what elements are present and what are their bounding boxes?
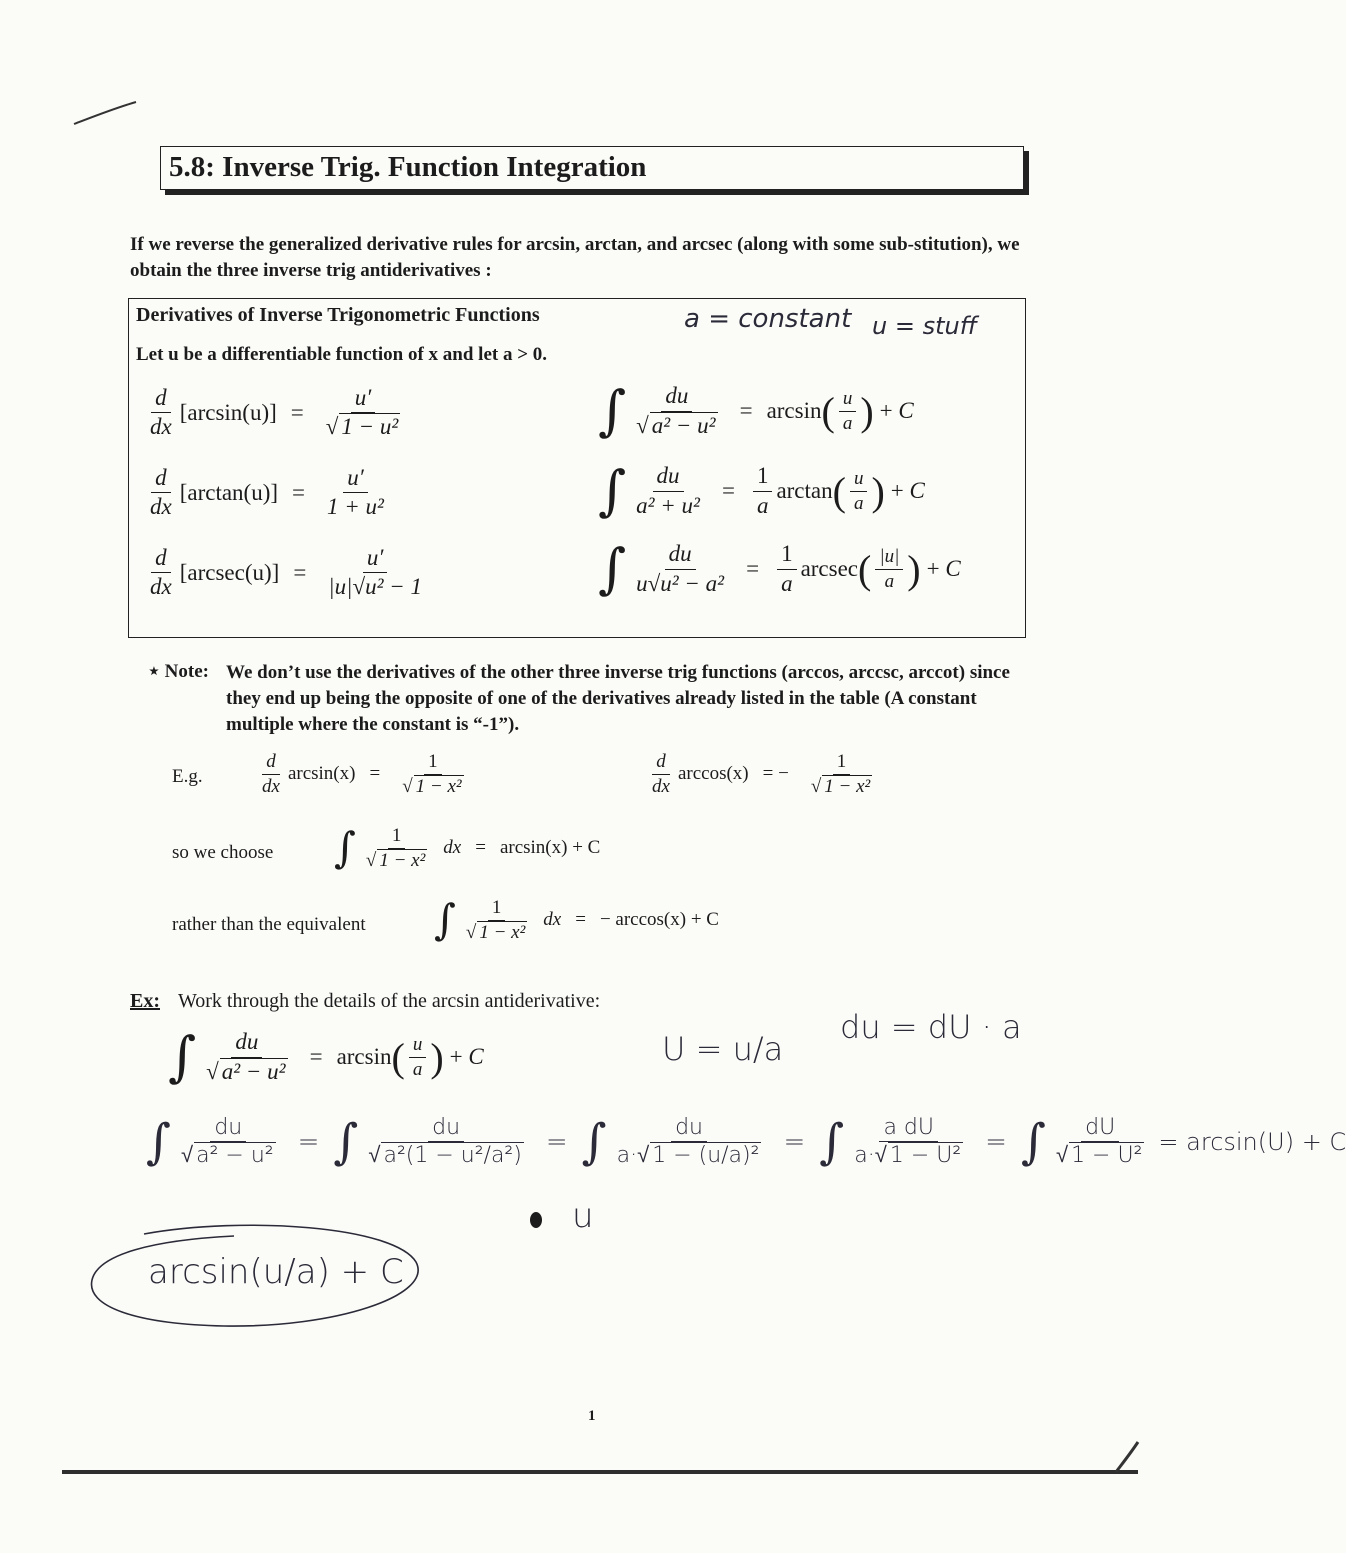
derivative-den: |u|√u² − 1 [328,574,422,600]
integral-den: u√u² − a² [636,570,725,596]
eg-func: arcsin(x) [287,763,356,785]
page-title: 5.8: Inverse Trig. Function Integration [169,151,647,183]
derivative-num: u′ [351,386,376,413]
derivative-num: u′ [343,466,368,493]
rather-formula: ∫ $\frac{1}{\text{√ 1 − x²}}$ dx = − arccos(x) + C [434,895,719,945]
choose-formula: ∫ $\frac{1}{\text{√ 1 − x²}}$ dx = arcsin(x) + C [334,823,601,873]
hand-dot [530,1212,542,1228]
intro-paragraph: If we reverse the generalized derivative rules for arcsin, arctan, and arcsec (along with some sub-stitution), we obtain the three inverse trig antiderivatives : [130,234,1020,281]
hand-u-label: u [572,1196,594,1236]
eg-arcsin: $\frac{d}{dx}$ arcsin(x) = $\frac{1}{\text{√ 1 − x²}}$ [262,751,462,797]
hand-substitution-du: du = dU · a [840,1008,1022,1046]
rather-result: − arccos(x) + C [599,909,719,931]
integral-row-arcsin: ∫ $\frac{du}{\text{√ a² − u²}}$ = arcsin ( $\frac{u}{a}$ ) + C [598,379,914,442]
page-bottom-edge [62,1470,1138,1474]
derivative-func: [arctan(u)] [179,479,279,505]
derivative-row-arctan: $\frac{d}{dx}$ [arctan(u)] = $\frac{u'}{\text{1 + u²}}$ [142,466,392,519]
derivative-func: [arcsec(u)] [179,559,280,585]
note-u-stuff: u = stuff [872,312,978,340]
integral-result: arcsin [766,398,822,423]
integral-sign-icon: ∫ [168,1025,197,1088]
integral-result: arcsec [800,556,859,581]
box-heading: Derivatives of Inverse Trigonometric Functions [136,304,540,326]
example-formula: ∫ $\frac{du}{\text{√ a² − u²}}$ = arcsin ( $\frac{u}{a}$ ) + C [168,1025,484,1088]
derivative-den: 1 + u² [327,494,384,520]
example-label: Ex: [130,990,160,1012]
integral-result: arctan [776,478,833,503]
example-result: arcsin [336,1044,392,1069]
choose-result: arcsin(x) + C [499,837,601,859]
title-box [160,146,1024,190]
choose-label: so we choose [172,842,274,863]
integral-sign-icon: ∫ [598,379,627,442]
integral-den: a² − u² [651,412,716,438]
hand-work-line: ∫ $\frac{du}{\text{√ a² − u²}}$ = ∫ $\frac{du}{\text{√ a²(1 − u²/a²)}}$ = ∫ $\frac{du}{\text{a·√ 1 − (u/a)²}}$ = ∫ $\frac{\text{a dU}}{\text{a·√ 1 − U²}}$ = ∫ $\frac{dU}{\text{√ 1 − U²}}$ = arcsin(U) + C [146,1113,1346,1170]
eg-arccos: $\frac{d}{dx}$ arccos(x) = − $\frac{1}{\text{√ 1 − x²}}$ [652,751,871,797]
rather-label: rather than the equivalent [172,914,366,935]
integral-den: a² + u² [636,492,700,518]
page-number: 1 [588,1408,596,1424]
example-text: Work through the details of the arcsin antiderivative: [178,990,601,1012]
integral-row-arcsec: ∫ $\frac{du}{\text{u√u² − a²}}$ = $\frac{1}{a}$ arcsec ( $\frac{|u|}{a}$ ) + C [598,537,961,600]
hand-substitution-u: U = u/a [662,1030,784,1068]
box-condition: Let u be a differentiable function of x and let a > 0. [136,344,548,365]
note-star: ⋆ Note: [148,661,209,682]
note-text: We don’t use the derivatives of the other three inverse trig functions (arccos, arccsc, arccot) since they end up being the opposite of one of the derivatives already listed in the table (A constant multiple where the constant is “-1”). [226,662,1010,735]
derivative-row-arcsec: $\frac{d}{dx}$ [arcsec(u)] = $\frac{u'}{\text{|u|√u² − 1}}$ [142,546,430,599]
note-a-constant: a = constant [684,304,852,334]
eg-label: E.g. [172,766,203,787]
derivative-num: u′ [363,546,388,573]
integral-sign-icon: ∫ [334,823,356,873]
integral-row-arctan: ∫ $\frac{du}{\text{a² + u²}}$ = $\frac{1}{a}$ arctan ( $\frac{u}{a}$ ) + C [598,459,925,522]
hand-answer: arcsin(u/a) + C [148,1252,404,1292]
derivative-row-arcsin: $\frac{d}{dx}$ [arcsin(u)] = $\frac{u'}{\text{√ 1 − u²}}$ [150,385,399,440]
integral-sign-icon: ∫ [598,459,627,522]
hand-final: = arcsin(U) + C [1158,1127,1346,1156]
integral-sign-icon: ∫ [598,537,627,600]
corner-mark [1112,1440,1142,1476]
pen-mark [70,98,140,128]
integral-sign-icon: ∫ [434,895,456,945]
derivative-den: 1 − u² [341,414,399,440]
eg-func: arccos(x) [677,763,749,785]
derivative-func: [arcsin(u)] [179,399,277,425]
